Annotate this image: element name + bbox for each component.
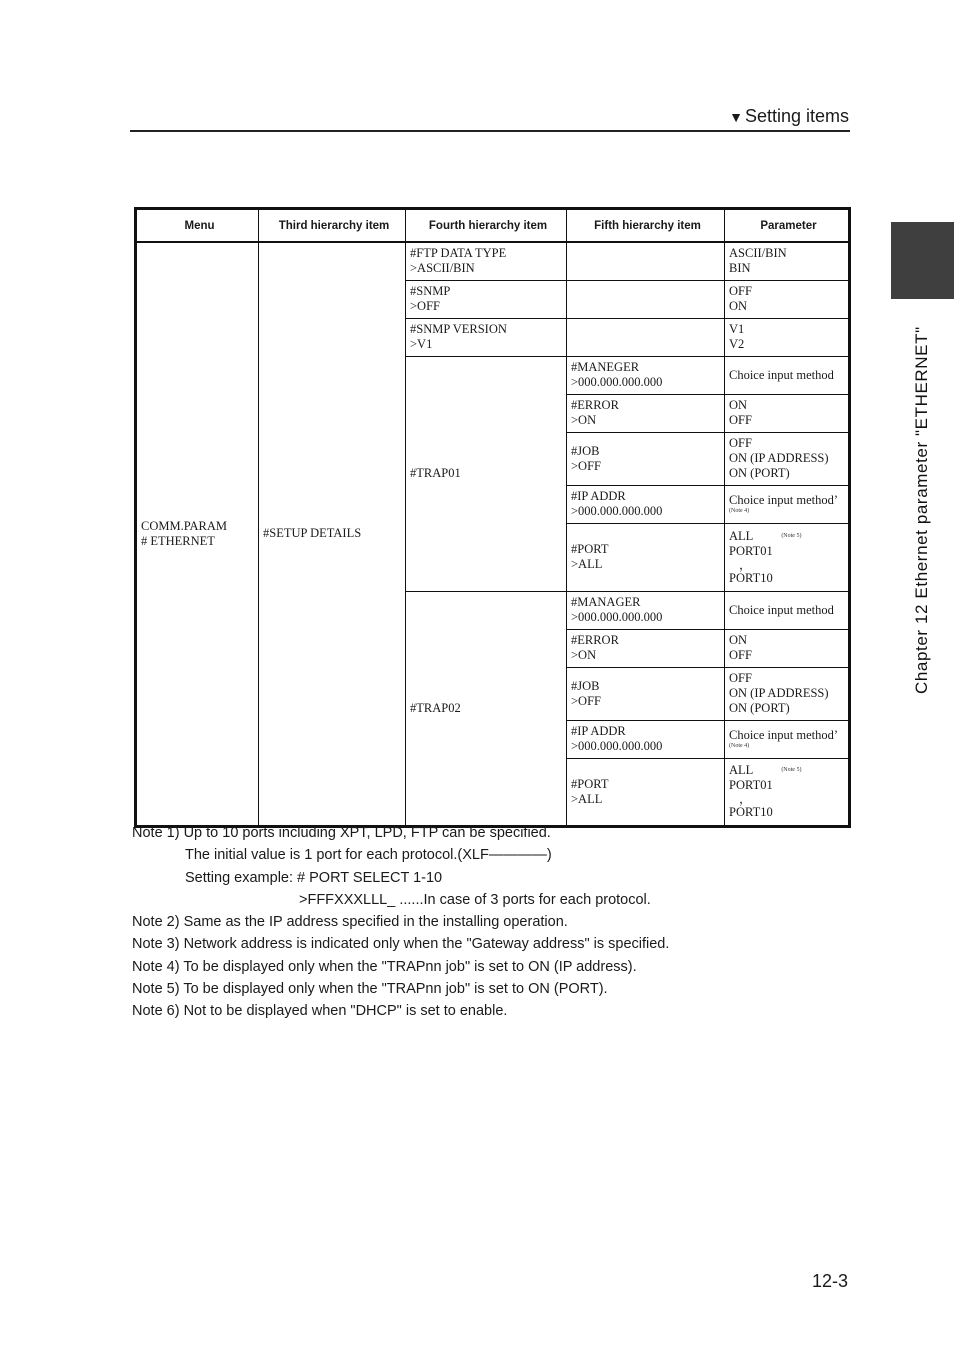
cell-line: >000.000.000.000 — [571, 375, 663, 389]
cell-line: ON (PORT) — [729, 466, 790, 480]
fifth-cell — [567, 629, 725, 667]
cell-line: PORT01 — [729, 543, 773, 558]
fourth-cell — [406, 242, 567, 280]
fifth-cell — [567, 485, 725, 523]
table-row — [136, 242, 850, 280]
param-cell — [725, 720, 850, 758]
param-cell — [725, 485, 850, 523]
fifth-cell — [567, 758, 725, 826]
note-line: Setting example: # PORT SELECT 1-10 — [185, 869, 443, 886]
cell-line: ， — [739, 557, 752, 572]
cell-line: ON — [729, 398, 748, 412]
param-cell — [725, 667, 850, 720]
cell-line: #IP ADDR — [571, 489, 626, 503]
cell-line: PORT10 — [729, 805, 773, 819]
cell-line: Choice input method’ — [729, 728, 839, 742]
trap-cell: #TRAP01 — [406, 356, 567, 591]
trap-cell: #TRAP02 — [406, 591, 567, 826]
cell-line: OFF — [729, 284, 752, 298]
cell-line: #PORT — [571, 776, 609, 791]
menu-cell — [136, 242, 259, 826]
cell-line: ON (IP ADDRESS) — [729, 686, 829, 700]
cell-line: #FTP DATA TYPE — [410, 246, 507, 261]
param-cell — [725, 394, 850, 432]
param-cell — [725, 758, 850, 826]
cell-line: >000.000.000.000 — [571, 504, 663, 518]
cell-line: >ALL — [571, 557, 603, 571]
cell-line: Choice input method — [729, 602, 834, 617]
cell-line — [729, 529, 848, 544]
cell-line: #SNMP — [410, 284, 451, 298]
chapter-title: Chapter 12 Ethernet parameter "ETHERNET" — [912, 326, 931, 694]
cell-line: #SNMP VERSION — [410, 322, 507, 336]
note-line: Note 2) Same as the IP address specified in the installing operation. — [132, 914, 568, 931]
cell-line: >ALL — [571, 791, 603, 806]
cell-line: #MANEGER — [571, 360, 640, 374]
param-cell — [725, 356, 850, 394]
cell-line: >000.000.000.000 — [571, 610, 663, 624]
cell-line: >OFF — [410, 299, 440, 313]
cell-line: >ON — [571, 413, 597, 427]
menu-line: COMM.PARAM — [141, 518, 228, 533]
cell-line: OFF — [729, 671, 752, 685]
param-cell — [725, 523, 850, 591]
cell-line: OFF — [729, 436, 752, 450]
note-line: Note 4) To be displayed only when the "TRAPnn job" is set to ON (IP address). — [132, 958, 637, 975]
fifth-cell — [567, 591, 725, 629]
table-header-row — [136, 209, 850, 243]
chapter-tab — [891, 222, 954, 299]
section-title — [729, 105, 849, 128]
fifth-cell — [567, 356, 725, 394]
note-ref: (Note 5) — [781, 532, 802, 539]
triangle-down-icon: ▼ — [729, 109, 743, 125]
param-cell — [725, 318, 850, 356]
cell-line: >V1 — [410, 337, 433, 351]
fifth-cell — [567, 667, 725, 720]
cell-line: #JOB — [571, 678, 600, 693]
note-line: Note 6) Not to be displayed when "DHCP" is set to enable. — [132, 1003, 508, 1020]
cell-line: V2 — [729, 337, 745, 351]
header-third: Third hierarchy item — [259, 209, 406, 243]
fifth-cell — [567, 394, 725, 432]
cell-line: BIN — [729, 261, 751, 276]
header-parameter: Parameter — [725, 209, 850, 243]
param-cell — [725, 242, 850, 280]
cell-line: OFF — [729, 413, 752, 427]
cell-line: ON — [729, 633, 748, 647]
note-line: Note 5) To be displayed only when the "TRAPnn job" is set to ON (PORT). — [132, 981, 608, 998]
note-ref: (Note 4) — [729, 508, 750, 514]
cell-line: #IP ADDR — [571, 724, 626, 738]
param-cell — [725, 591, 850, 629]
cell-line: ， — [739, 792, 752, 806]
note-ref: (Note 5) — [781, 767, 802, 773]
param-cell — [725, 280, 850, 318]
param-cell — [725, 629, 850, 667]
fifth-cell — [567, 720, 725, 758]
cell-line: #ERROR — [571, 398, 619, 412]
cell-line: OFF — [729, 648, 752, 662]
cell-line: >OFF — [571, 693, 601, 708]
fifth-cell — [567, 280, 725, 318]
note-line: >FFFXXXLLL_ ......In case of 3 ports for each protocol. — [299, 891, 651, 908]
cell-line: PORT01 — [729, 778, 773, 792]
header-fourth: Fourth hierarchy item — [406, 209, 567, 243]
fourth-cell — [406, 318, 567, 356]
fourth-cell — [406, 280, 567, 318]
cell-line: >ON — [571, 648, 597, 662]
note-ref: (Note 4) — [729, 743, 750, 749]
cell-line: Choice input method’ — [729, 493, 839, 507]
page-number: 12-3 — [812, 1271, 849, 1291]
cell-line: #PORT — [571, 542, 609, 556]
note-line: Note 3) Network address is indicated only when the "Gateway address" is specified. — [132, 936, 670, 953]
cell-line: >ASCII/BIN — [410, 261, 475, 276]
cell-line: ON (PORT) — [729, 701, 790, 715]
section-title-text: Setting items — [744, 106, 849, 126]
parameter-table — [134, 207, 851, 828]
header-fifth: Fifth hierarchy item — [567, 209, 725, 243]
cell-line — [729, 763, 848, 778]
note-line: The initial value is 1 port for each protocol.(XLF————) — [185, 847, 552, 864]
fifth-cell — [567, 242, 725, 280]
fifth-cell — [567, 432, 725, 485]
cell-line: >OFF — [571, 458, 601, 473]
param-cell — [725, 432, 850, 485]
third-cell: #SETUP DETAILS — [259, 242, 406, 826]
cell-line: ON — [729, 299, 748, 313]
cell-line: PORT10 — [729, 570, 773, 585]
cell-line: V1 — [729, 322, 745, 336]
cell-line: ASCII/BIN — [729, 246, 787, 261]
notes-block — [132, 822, 832, 1023]
fifth-cell — [567, 523, 725, 591]
header-rule — [130, 130, 850, 132]
cell-line: Choice input method — [729, 367, 834, 382]
cell-line: ON (IP ADDRESS) — [729, 451, 829, 465]
param-all: ALL — [729, 528, 754, 543]
param-all: ALL — [729, 763, 754, 777]
cell-line: #MANAGER — [571, 595, 641, 609]
cell-line: #JOB — [571, 443, 600, 458]
cell-line: >000.000.000.000 — [571, 739, 663, 753]
cell-line: #ERROR — [571, 633, 619, 647]
menu-line: # ETHERNET — [141, 533, 215, 548]
fifth-cell — [567, 318, 725, 356]
note-line: Note 1) Up to 10 ports including XPT, LPD, FTP can be specified. — [132, 825, 551, 841]
header-menu: Menu — [136, 209, 259, 243]
